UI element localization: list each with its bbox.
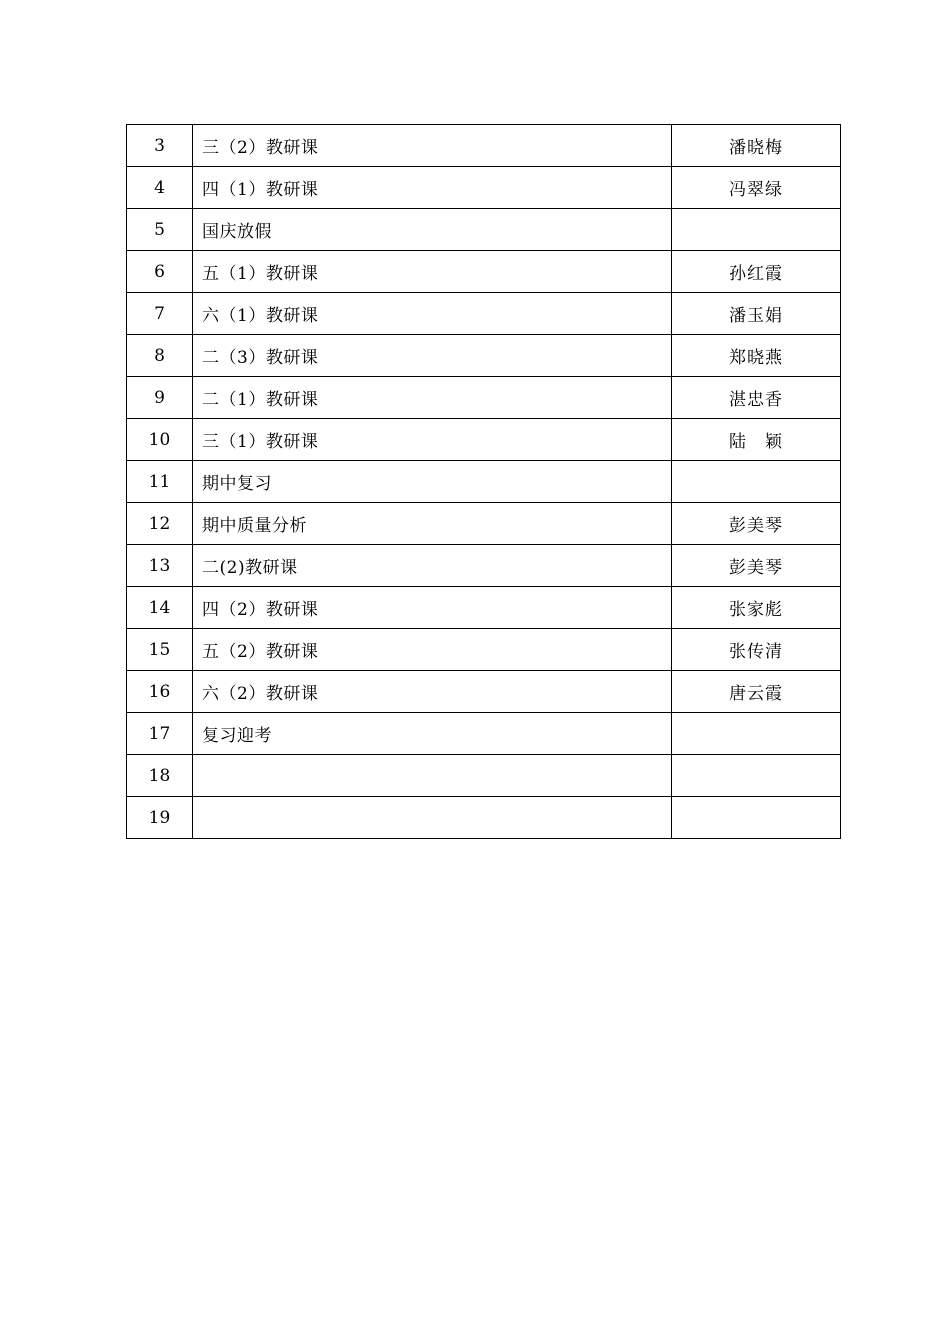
activity-cell: 六（2）教研课 <box>193 671 672 713</box>
table-row <box>127 545 841 587</box>
teacher-cell: 唐云霞 <box>672 671 841 713</box>
week-number-cell: 12 <box>127 503 193 545</box>
table-row <box>127 629 841 671</box>
activity-cell <box>193 797 672 839</box>
activity-cell: 四（2）教研课 <box>193 587 672 629</box>
week-number-cell: 3 <box>127 125 193 167</box>
activity-cell: 国庆放假 <box>193 209 672 251</box>
activity-cell: 三（1）教研课 <box>193 419 672 461</box>
week-number-cell: 6 <box>127 251 193 293</box>
table-row <box>127 167 841 209</box>
week-number-cell: 16 <box>127 671 193 713</box>
table-row <box>127 335 841 377</box>
teacher-cell <box>672 797 841 839</box>
teacher-cell: 孙红霞 <box>672 251 841 293</box>
teacher-cell: 湛忠香 <box>672 377 841 419</box>
activity-cell: 六（1）教研课 <box>193 293 672 335</box>
activity-cell <box>193 755 672 797</box>
table-row <box>127 209 841 251</box>
teacher-cell: 彭美琴 <box>672 503 841 545</box>
activity-cell: 二（3）教研课 <box>193 335 672 377</box>
teacher-cell: 张家彪 <box>672 587 841 629</box>
table-row <box>127 503 841 545</box>
table-row <box>127 251 841 293</box>
activity-cell: 复习迎考 <box>193 713 672 755</box>
week-number-cell: 11 <box>127 461 193 503</box>
week-number-cell: 9 <box>127 377 193 419</box>
week-number-cell: 5 <box>127 209 193 251</box>
week-number-cell: 17 <box>127 713 193 755</box>
teacher-cell: 彭美琴 <box>672 545 841 587</box>
activity-cell: 五（1）教研课 <box>193 251 672 293</box>
teaching-schedule-table <box>126 124 841 839</box>
teacher-cell: 冯翠绿 <box>672 167 841 209</box>
activity-cell: 期中质量分析 <box>193 503 672 545</box>
activity-cell: 四（1）教研课 <box>193 167 672 209</box>
activity-cell: 二(2)教研课 <box>193 545 672 587</box>
table-row <box>127 125 841 167</box>
table-row <box>127 797 841 839</box>
week-number-cell: 18 <box>127 755 193 797</box>
activity-cell: 二（1）教研课 <box>193 377 672 419</box>
activity-cell: 五（2）教研课 <box>193 629 672 671</box>
week-number-cell: 8 <box>127 335 193 377</box>
activity-cell: 期中复习 <box>193 461 672 503</box>
teacher-cell <box>672 461 841 503</box>
week-number-cell: 14 <box>127 587 193 629</box>
teacher-cell: 郑晓燕 <box>672 335 841 377</box>
table-row <box>127 713 841 755</box>
table-row <box>127 419 841 461</box>
table-row <box>127 755 841 797</box>
table-row <box>127 587 841 629</box>
week-number-cell: 19 <box>127 797 193 839</box>
teacher-cell <box>672 713 841 755</box>
week-number-cell: 15 <box>127 629 193 671</box>
teacher-cell <box>672 209 841 251</box>
week-number-cell: 4 <box>127 167 193 209</box>
week-number-cell: 7 <box>127 293 193 335</box>
table-row <box>127 461 841 503</box>
week-number-cell: 10 <box>127 419 193 461</box>
table-row <box>127 293 841 335</box>
table-row <box>127 377 841 419</box>
table-row <box>127 671 841 713</box>
week-number-cell: 13 <box>127 545 193 587</box>
teacher-cell: 张传清 <box>672 629 841 671</box>
teacher-cell: 潘晓梅 <box>672 125 841 167</box>
teacher-cell: 潘玉娟 <box>672 293 841 335</box>
teacher-cell: 陆 颖 <box>672 419 841 461</box>
activity-cell: 三（2）教研课 <box>193 125 672 167</box>
teacher-cell <box>672 755 841 797</box>
